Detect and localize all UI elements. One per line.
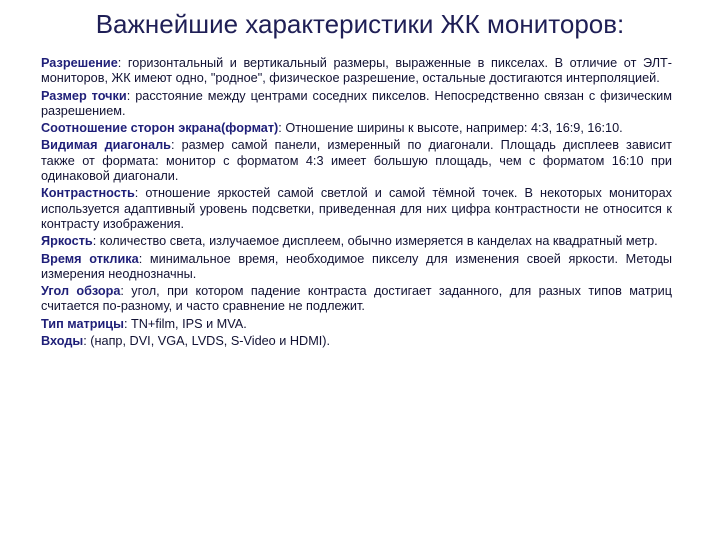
separator: : [117,56,122,70]
list-item-matrix-type [41,317,672,332]
list-item-resolution [41,56,672,87]
list-item-contrast [41,186,672,232]
term: Угол обзора [41,284,121,299]
separator: : [92,234,97,249]
separator: : [120,284,124,299]
description: угол, при котором падение контраста достигает заданного, для разных типов матриц считается по-разному, и часто сравнение не подлежит. [41,284,672,314]
description: горизонтальный и вертикальный размеры, выраженные в пикселах. В отличие от ЭЛТ-мониторов, ЖК имеют одно, "родное", физическое разрешение, остальные достигаются интерполяцией. [41,56,672,86]
term: Размер точки [41,88,127,103]
description: размер самой панели, измеренный по диагонали. Площадь дисплеев зависит также от формата: монитор с форматом 4:3 имеет большую площадь, чем с форматом 16:10 при одинаковой диагонали. [41,138,672,184]
list-item-response-time [41,252,672,283]
term: Яркость [41,234,93,249]
description: количество света, излучаемое дисплеем, обычно измеряется в канделах на квадратный метр. [96,234,658,249]
term: Тип матрицы [41,316,124,331]
slide-title: Важнейшие характеристики ЖК мониторов: [95,9,625,39]
separator: : [83,334,87,349]
separator: : [134,186,139,201]
list-item-visible-diagonal [41,138,672,184]
term: Контрастность [41,186,135,201]
separator: : [170,138,175,153]
term: Разрешение [41,56,118,70]
description: Отношение ширины к высоте, например: 4:3, 16:9, 16:10. [281,121,623,136]
characteristics-list [41,56,672,351]
list-item-dot-pitch [41,89,672,120]
description: расстояние между центрами соседних пикселов. Непосредственно связан с физическим разрешением. [41,88,672,118]
term: Видимая диагональ [41,138,171,153]
description: TN+film, IPS и MVA. [127,316,247,331]
description: отношение яркостей самой светлой и самой тёмной точек. В некоторых мониторах используется адаптивный уровень подсветки, приведенная для них цифра контрастности не относится к контрасту изображения. [41,186,672,231]
separator: : [123,316,128,331]
list-item-brightness [41,234,672,249]
separator: : [278,121,282,136]
term: Соотношение сторон экрана(формат) [41,121,279,136]
term: Входы [41,334,84,349]
separator: : [126,88,131,103]
list-item-viewing-angle [41,284,672,315]
description: минимальное время, необходимое пикселу для изменения своей яркости. Методы измерения неоднозначны. [41,251,672,281]
separator: : [138,251,143,266]
list-item-aspect-ratio [41,121,672,136]
list-item-inputs [41,334,672,349]
term: Время отклика [41,251,139,266]
description: (напр, DVI, VGA, LVDS, S-Video и HDMI). [86,334,331,349]
